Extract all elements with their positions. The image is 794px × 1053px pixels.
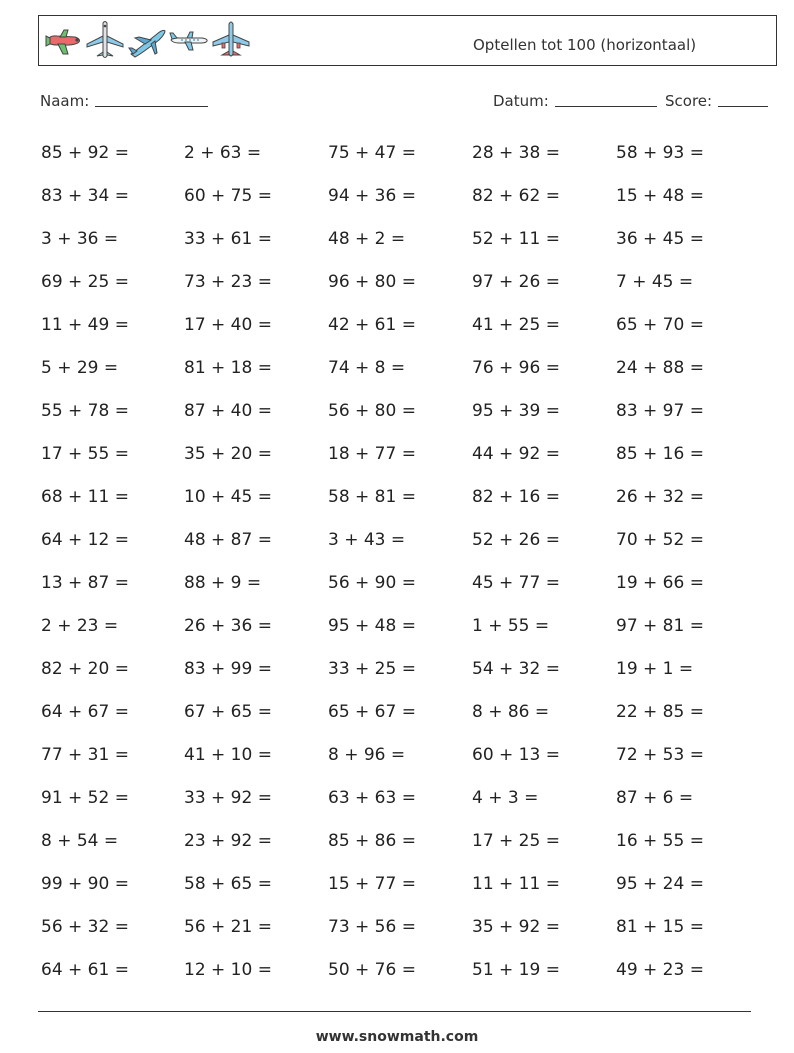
- name-label: Naam:: [40, 92, 90, 110]
- problem-cell: 94 + 36 =: [328, 186, 416, 206]
- problem-cell: 56 + 90 =: [328, 573, 416, 593]
- header-box: [38, 15, 777, 66]
- problem-cell: 8 + 86 =: [472, 702, 550, 722]
- footer-divider: [38, 1011, 751, 1012]
- problem-cell: 97 + 26 =: [472, 272, 560, 292]
- name-line[interactable]: [95, 92, 208, 107]
- gray-airliner-icon: [85, 20, 125, 62]
- problem-cell: 52 + 26 =: [472, 530, 560, 550]
- problem-cell: 52 + 11 =: [472, 229, 560, 249]
- problem-cell: 8 + 96 =: [328, 745, 406, 765]
- problem-cell: 19 + 1 =: [616, 659, 694, 679]
- problem-cell: 97 + 81 =: [616, 616, 704, 636]
- problem-cell: 48 + 87 =: [184, 530, 272, 550]
- problem-cell: 69 + 25 =: [41, 272, 129, 292]
- blue-jet-icon: [127, 20, 167, 62]
- problem-cell: 81 + 18 =: [184, 358, 272, 378]
- problem-cell: 64 + 67 =: [41, 702, 129, 722]
- problem-cell: 26 + 32 =: [616, 487, 704, 507]
- problem-cell: 23 + 92 =: [184, 831, 272, 851]
- blue-red-airplane-icon: [211, 20, 251, 62]
- problem-cell: 3 + 36 =: [41, 229, 119, 249]
- problem-cell: 15 + 77 =: [328, 874, 416, 894]
- problem-cell: 49 + 23 =: [616, 960, 704, 980]
- problem-cell: 17 + 40 =: [184, 315, 272, 335]
- problem-cell: 99 + 90 =: [41, 874, 129, 894]
- problem-cell: 17 + 55 =: [41, 444, 129, 464]
- problem-cell: 42 + 61 =: [328, 315, 416, 335]
- problem-cell: 55 + 78 =: [41, 401, 129, 421]
- problem-cell: 13 + 87 =: [41, 573, 129, 593]
- red-propeller-plane-icon: [43, 20, 83, 62]
- white-blue-plane-icon: [169, 20, 209, 62]
- problem-cell: 33 + 92 =: [184, 788, 272, 808]
- problem-cell: 83 + 99 =: [184, 659, 272, 679]
- problem-cell: 10 + 45 =: [184, 487, 272, 507]
- problem-cell: 35 + 92 =: [472, 917, 560, 937]
- problem-cell: 63 + 63 =: [328, 788, 416, 808]
- problem-cell: 50 + 76 =: [328, 960, 416, 980]
- problem-cell: 2 + 23 =: [41, 616, 119, 636]
- problem-cell: 85 + 16 =: [616, 444, 704, 464]
- problem-cell: 60 + 13 =: [472, 745, 560, 765]
- problem-cell: 41 + 25 =: [472, 315, 560, 335]
- problem-cell: 7 + 45 =: [616, 272, 694, 292]
- date-label: Datum:: [493, 92, 549, 110]
- score-label: Score:: [665, 92, 713, 110]
- problem-cell: 64 + 61 =: [41, 960, 129, 980]
- problem-cell: 11 + 49 =: [41, 315, 129, 335]
- problem-cell: 41 + 10 =: [184, 745, 272, 765]
- problem-cell: 36 + 45 =: [616, 229, 704, 249]
- problem-cell: 70 + 52 =: [616, 530, 704, 550]
- problem-cell: 95 + 39 =: [472, 401, 560, 421]
- problem-cell: 83 + 97 =: [616, 401, 704, 421]
- problem-cell: 26 + 36 =: [184, 616, 272, 636]
- problem-cell: 5 + 29 =: [41, 358, 119, 378]
- problem-cell: 82 + 16 =: [472, 487, 560, 507]
- footer-url: www.snowmath.com: [315, 1029, 479, 1045]
- problem-cell: 67 + 65 =: [184, 702, 272, 722]
- problem-cell: 17 + 25 =: [472, 831, 560, 851]
- problem-cell: 96 + 80 =: [328, 272, 416, 292]
- problem-cell: 24 + 88 =: [616, 358, 704, 378]
- problem-cell: 56 + 21 =: [184, 917, 272, 937]
- problem-cell: 76 + 96 =: [472, 358, 560, 378]
- problem-cell: 58 + 93 =: [616, 143, 704, 163]
- problem-cell: 64 + 12 =: [41, 530, 129, 550]
- problem-cell: 81 + 15 =: [616, 917, 704, 937]
- problem-cell: 87 + 40 =: [184, 401, 272, 421]
- problem-cell: 77 + 31 =: [41, 745, 129, 765]
- problem-cell: 82 + 20 =: [41, 659, 129, 679]
- problem-cell: 15 + 48 =: [616, 186, 704, 206]
- problem-cell: 54 + 32 =: [472, 659, 560, 679]
- problem-cell: 12 + 10 =: [184, 960, 272, 980]
- problem-cell: 8 + 54 =: [41, 831, 119, 851]
- problem-cell: 85 + 86 =: [328, 831, 416, 851]
- problem-cell: 87 + 6 =: [616, 788, 694, 808]
- date-field: [493, 92, 657, 110]
- problem-cell: 65 + 67 =: [328, 702, 416, 722]
- name-field: [40, 92, 208, 110]
- problem-cell: 65 + 70 =: [616, 315, 704, 335]
- problem-cell: 16 + 55 =: [616, 831, 704, 851]
- problem-cell: 82 + 62 =: [472, 186, 560, 206]
- problem-cell: 3 + 43 =: [328, 530, 406, 550]
- problem-cell: 95 + 24 =: [616, 874, 704, 894]
- score-field: [665, 92, 768, 110]
- problem-cell: 44 + 92 =: [472, 444, 560, 464]
- problem-cell: 28 + 38 =: [472, 143, 560, 163]
- problem-cell: 68 + 11 =: [41, 487, 129, 507]
- problem-cell: 35 + 20 =: [184, 444, 272, 464]
- problem-cell: 58 + 81 =: [328, 487, 416, 507]
- problem-cell: 2 + 63 =: [184, 143, 262, 163]
- problem-cell: 1 + 55 =: [472, 616, 550, 636]
- header-icons: [43, 20, 251, 62]
- problem-cell: 33 + 61 =: [184, 229, 272, 249]
- problem-cell: 33 + 25 =: [328, 659, 416, 679]
- problem-cell: 51 + 19 =: [472, 960, 560, 980]
- date-line[interactable]: [555, 92, 657, 107]
- problem-cell: 91 + 52 =: [41, 788, 129, 808]
- problem-cell: 74 + 8 =: [328, 358, 406, 378]
- problem-cell: 56 + 80 =: [328, 401, 416, 421]
- problem-cell: 72 + 53 =: [616, 745, 704, 765]
- problem-cell: 85 + 92 =: [41, 143, 129, 163]
- problem-cell: 73 + 23 =: [184, 272, 272, 292]
- problem-cell: 18 + 77 =: [328, 444, 416, 464]
- problem-cell: 22 + 85 =: [616, 702, 704, 722]
- problem-cell: 11 + 11 =: [472, 874, 560, 894]
- problem-cell: 95 + 48 =: [328, 616, 416, 636]
- problem-cell: 83 + 34 =: [41, 186, 129, 206]
- problem-cell: 19 + 66 =: [616, 573, 704, 593]
- problem-cell: 45 + 77 =: [472, 573, 560, 593]
- problem-cell: 60 + 75 =: [184, 186, 272, 206]
- problem-cell: 4 + 3 =: [472, 788, 539, 808]
- problem-cell: 88 + 9 =: [184, 573, 262, 593]
- problem-cell: 58 + 65 =: [184, 874, 272, 894]
- problem-cell: 56 + 32 =: [41, 917, 129, 937]
- problem-cell: 48 + 2 =: [328, 229, 406, 249]
- score-line[interactable]: [718, 92, 768, 107]
- page-title: Optellen tot 100 (horizontaal): [473, 36, 697, 54]
- problem-cell: 73 + 56 =: [328, 917, 416, 937]
- problem-cell: 75 + 47 =: [328, 143, 416, 163]
